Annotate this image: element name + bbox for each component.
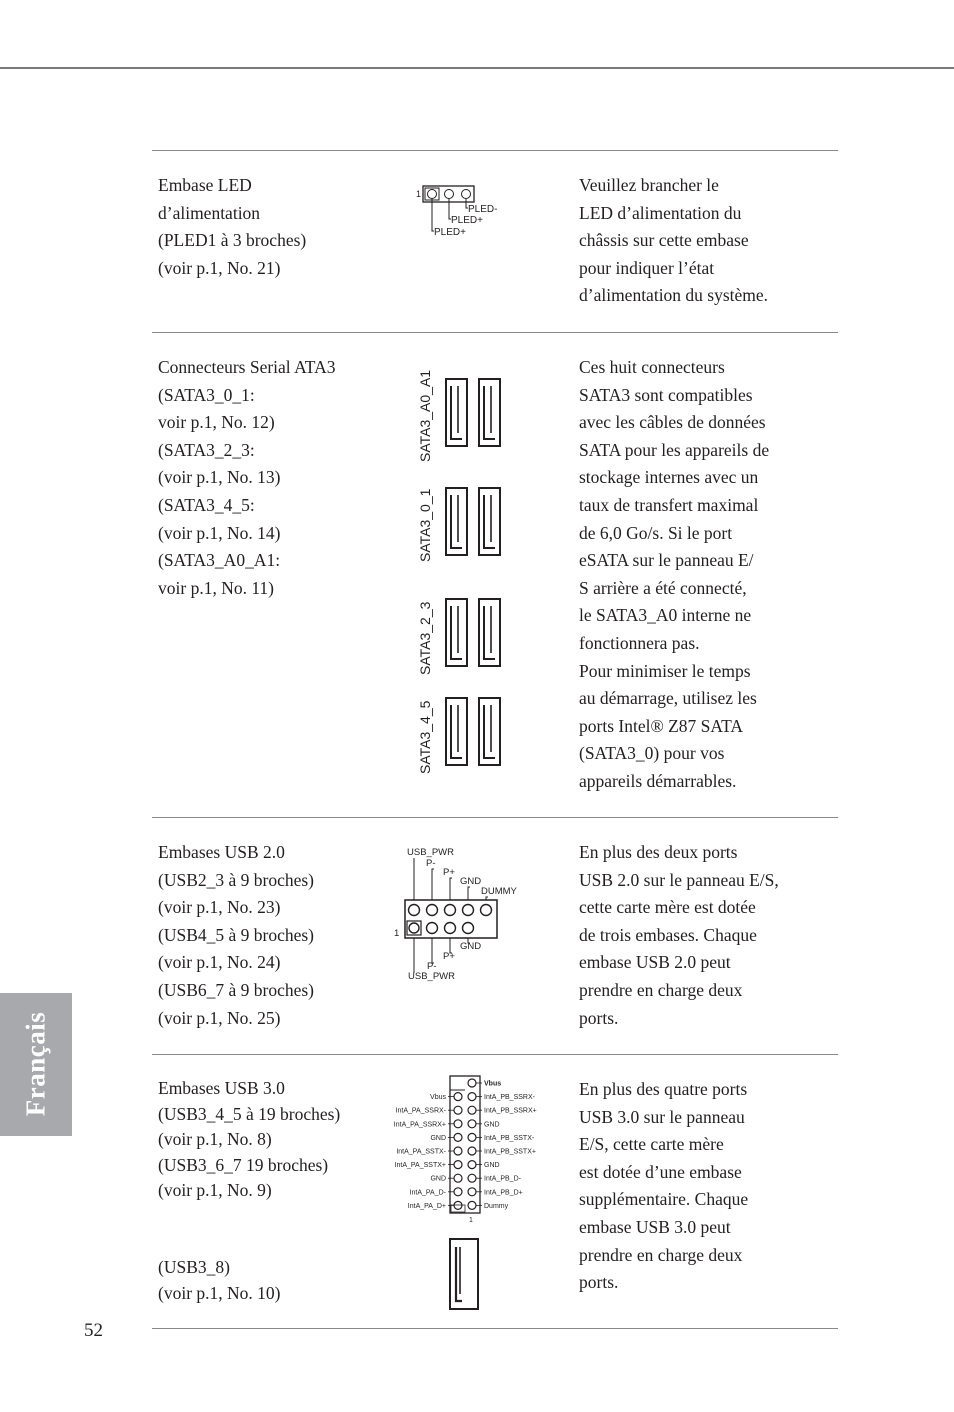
sata-port <box>479 379 500 446</box>
pin <box>468 1106 476 1114</box>
sata-connectors-diagram <box>412 369 512 777</box>
pin <box>454 1161 462 1169</box>
page-number: 52 <box>84 1320 103 1341</box>
pin <box>468 1120 476 1128</box>
language-tab-label: Français <box>20 1011 51 1117</box>
svg-text:GND: GND <box>460 876 482 887</box>
usb3-left-pin-label: Vbus <box>430 1094 446 1102</box>
usb3-left-pin-label: GND <box>430 1175 446 1183</box>
svg-text:DUMMY: DUMMY <box>481 886 517 897</box>
section-divider <box>152 1328 838 1329</box>
pin1-label: 1 <box>416 189 422 199</box>
pin <box>468 1133 476 1141</box>
language-side-tab <box>0 993 72 1136</box>
usb3-right-pin-label: IntA_PB_SSTX- <box>484 1134 535 1142</box>
sata-port <box>446 698 467 765</box>
pin <box>454 1188 462 1196</box>
svg-text:P+: P+ <box>443 867 455 878</box>
pled-header-diagram <box>414 182 514 242</box>
usb3-left-pin-label: IntA_PA_SSRX- <box>395 1107 446 1115</box>
pin <box>468 1079 476 1087</box>
usb3-description: Embases USB 3.0 (USB3_4_5 à 19 broches) (voir p.1, No. 8) (USB3_6_7 19 broches) (voir p.1, No. 9) (USB3_8) (voir p.1, No. 10) <box>158 1078 341 1303</box>
svg-text:USB_PWR: USB_PWR <box>408 971 455 982</box>
pin <box>454 1120 462 1128</box>
svg-text:USB_PWR: USB_PWR <box>407 847 454 858</box>
pled-description: Embase LED d’alimentation (PLED1 à 3 broches) (voir p.1, No. 21) <box>158 175 307 278</box>
pin <box>454 1093 462 1101</box>
usb3-left-pin-label: GND <box>430 1134 446 1142</box>
usb3-left-pin-label: IntA_PA_SSRX+ <box>393 1121 446 1129</box>
sata3-0-1-label: SATA3_0_1 <box>417 488 433 562</box>
pin <box>454 1174 462 1182</box>
svg-text:P-: P- <box>427 961 437 972</box>
usb3-right-pin-label: GND <box>484 1121 500 1129</box>
usb3-right-pin-label: Dummy <box>484 1202 509 1210</box>
sata-description: Connecteurs Serial ATA3 (SATA3_0_1: voir p.1, No. 12) (SATA3_2_3: (voir p.1, No. 13) (SATA3_4_5: (voir p.1, No. 14) (SATA3_A0_A1: voir p.1, No. 11) <box>158 357 336 598</box>
sata-port <box>479 698 500 765</box>
usb3-right-pin-label: IntA_PB_SSRX- <box>484 1094 535 1102</box>
usb2-instructions: En plus des deux ports USB 2.0 sur le panneau E/S, cette carte mère est dotée de trois embases. Chaque embase USB 2.0 peut prendre en charge deux ports. <box>579 842 779 1028</box>
usb3-left-pin-label: IntA_PA_D+ <box>407 1202 446 1210</box>
pled-instructions: Veuillez brancher le LED d’alimentation du châssis sur cette embase pour indiquer l’état d’alimentation du système. <box>579 175 769 306</box>
sata-port <box>446 599 467 666</box>
usb3-right-pin-label: IntA_PB_SSRX+ <box>484 1107 537 1115</box>
pin <box>454 1133 462 1141</box>
usb3-header-diagram <box>370 1072 560 1317</box>
sata-port <box>479 599 500 666</box>
pin <box>454 1201 462 1209</box>
pled-minus-label: PLED- <box>468 204 498 215</box>
usb2-description: Embases USB 2.0 (USB2_3 à 9 broches) (voir p.1, No. 23) (USB4_5 à 9 broches) (voir p.1, No. 24) (USB6_7 à 9 broches) (voir p.1, No. 25) <box>158 842 315 1028</box>
usb3-right-pin-label: GND <box>484 1162 500 1170</box>
pin <box>468 1201 476 1209</box>
pled-plus-label: PLED+ <box>451 215 483 226</box>
usb3-left-pin-label: IntA_PA_SSTX+ <box>394 1162 446 1170</box>
sata3-4-5-label: SATA3_4_5 <box>417 700 433 774</box>
section-divider <box>152 1054 838 1055</box>
sata3-2-3-label: SATA3_2_3 <box>417 601 433 675</box>
sata-port <box>446 379 467 446</box>
pin <box>454 1106 462 1114</box>
pin <box>468 1188 476 1196</box>
sata-port <box>446 488 467 555</box>
usb3-right-pin-label: IntA_PB_D- <box>484 1175 521 1183</box>
svg-text:P-: P- <box>426 858 436 869</box>
usb3-instructions: En plus des quatre ports USB 3.0 sur le panneau E/S, cette carte mère est dotée d’une embase supplémentaire. Chaque embase USB 3.0 peut prendre en charge deux ports. <box>579 1079 749 1293</box>
pin <box>454 1147 462 1155</box>
header-rule <box>0 67 954 69</box>
usb3-left-pin-label: IntA_PA_SSTX- <box>396 1148 446 1156</box>
pin <box>468 1093 476 1101</box>
pin <box>468 1161 476 1169</box>
pin <box>468 1147 476 1155</box>
sata-port <box>479 488 500 555</box>
usb3-left-pin-label: IntA_PA_D- <box>409 1189 446 1197</box>
section-divider <box>152 332 838 333</box>
svg-text:P+: P+ <box>443 951 455 962</box>
usb2-header-diagram <box>392 842 517 984</box>
pin <box>468 1174 476 1182</box>
svg-text:1: 1 <box>469 1217 473 1224</box>
svg-text:GND: GND <box>460 941 482 952</box>
sata3-a0-a1-label: SATA3_A0_A1 <box>417 369 433 462</box>
pled-plus-label: PLED+ <box>434 227 466 238</box>
usb3-right-pin-label: Vbus <box>484 1080 502 1088</box>
usb3-right-pin-label: IntA_PB_SSTX+ <box>484 1148 536 1156</box>
section-divider <box>152 817 838 818</box>
usb3-right-pin-label: IntA_PB_D+ <box>484 1189 523 1197</box>
section-divider <box>152 150 838 151</box>
sata-instructions: Ces huit connecteurs SATA3 sont compatibles avec les câbles de données SATA pour les appareils de stockage internes avec un taux de transfert maximal de 6,0 Go/s. Si le port eSATA sur le panneau E/ S arrière a été connecté, le SATA3_A0 interne ne fonctionnera pas. Pour minimiser le temps au démarrage, utilisez les ports Intel® Z87 SATA (SATA3_0) pour vos appareils démarrables. <box>579 357 770 791</box>
svg-text:1: 1 <box>394 928 400 939</box>
